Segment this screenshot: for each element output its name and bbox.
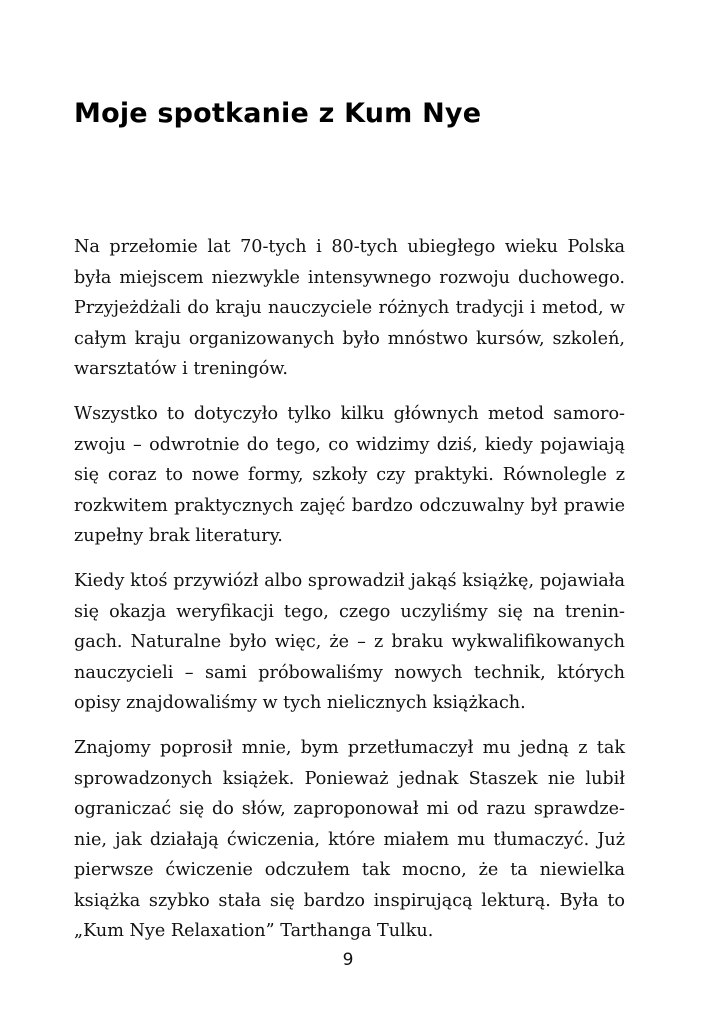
paragraph-1: Na przełomie lat 70-tych i 80-tych ubiegłego wieku Polska była miejscem niezwykle intensywnego rozwoju duchowego. Przyjeżdżali do kraju nauczyciele różnych tradycji i metod, w całym kraju organizowanych było mnóstwo kursów, szkoleń, warsztatów i treningów.: [74, 237, 625, 380]
page-number: 9: [342, 950, 354, 970]
paragraph-2: Wszystko to dotyczyło tylko kilku głównych metod samorozwoju – odwrotnie do tego, co widzimy dziś, kiedy pojawiają się coraz to nowe formy, szkoły czy praktyki. Równolegle z rozkwitem praktycznych zajęć bardzo odczuwalny był prawie zupełny brak literatury.: [74, 403, 625, 547]
chapter-title: Moje spotkanie z Kum Nye: [74, 98, 482, 129]
paragraph-3: Kiedy ktoś przywiózł albo sprowadził jakąś książkę, pojawiała się okazja weryfikacji tego, czego uczyliśmy się na treningach. Naturalne było więc, że – z braku wykwalifikowanych nauczycieli – sami próbowaliśmy nowych technik, których opisy znajdowaliśmy w tych nielicznych książkach.: [74, 570, 625, 714]
body-text: [74, 232, 625, 961]
paragraph-4: Znajomy poprosił mnie, bym przetłumaczył mu jedną z tak sprowadzonych książek. Ponieważ jednak Staszek nie lubił ograniczać się do słów, zaproponował mi od razu sprawdzenie, jak działają ćwiczenia, które miałem mu tłumaczyć. Już pierwsze ćwiczenie odczułem tak mocno, że ta niewielka książka szybko stała się bardzo inspirującą lekturą. Była to „Kum Nye Relaxation” Tarthanga Tulku.: [74, 737, 625, 942]
